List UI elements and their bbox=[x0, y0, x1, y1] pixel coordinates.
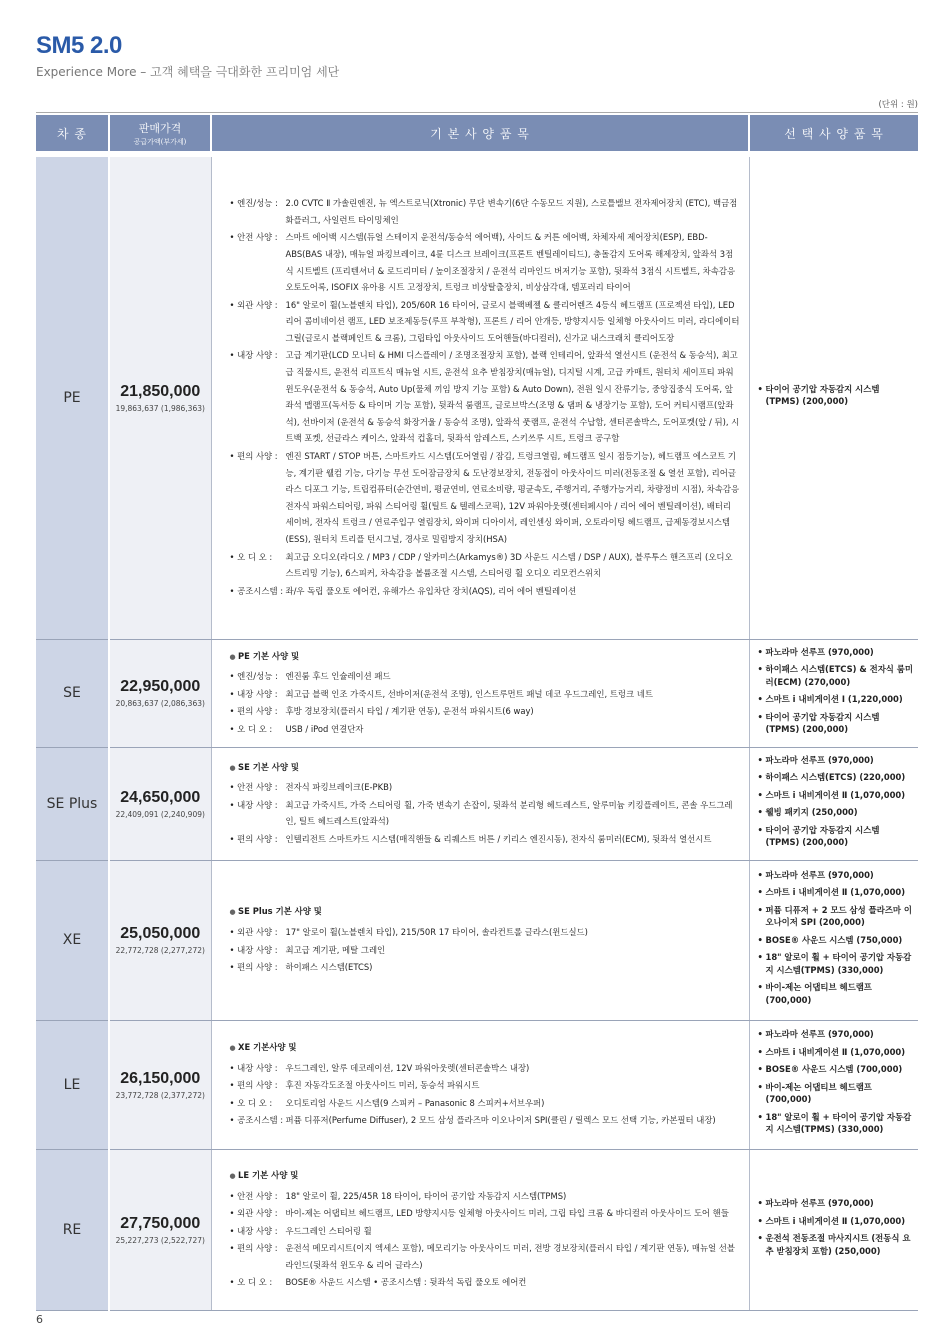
price-value: 27,750,000 bbox=[120, 1214, 201, 1232]
spec-item-label: • 안전 사양 : bbox=[230, 1188, 286, 1205]
spec-item-text: 엔진 START / STOP 버튼, 스마트카드 시스템(도어열림 / 잠김, 트렁크열림, 헤드램프 일시 점등기능), 헤드램프 에스코트 기능, 계기판 웰컴 기능, 다기능 무선 도어잠금장치 & 도난경보장치, 전동접이 아웃사이드 미러(전동조절 & 열선 포함), 리어글라스 디포그 기능, 트립컴퓨터(순간연비, 평균연비, 연료소비량, 평균속도, 주행거리, 주행가능거리, 차량정비 시점), 차속감응 전자식 파워스티어링, 파워 스티어링 휠(틸트 & 텔레스코픽), 12V 파워아웃렛(센터페시아 / 리어 에어 벤틸레이션), 배터리 세이버, 전자식 트렁크 / 연료주입구 열림장치, 와이퍼 디아이서, 레인센싱 와이퍼, 오토라이팅 헤드램프, 급제동경보시스템(ESS), 원터치 트리플 턴시그널, 경사로 밀림방지 장치(HSA) bbox=[285, 451, 740, 544]
spec-item bbox=[230, 1077, 741, 1094]
spec-item-label: • 편의 사양 : bbox=[230, 1077, 286, 1094]
spec-item bbox=[230, 1240, 741, 1273]
option-item: • 운전석 전동조절 마사지시트 (전동식 요추 받침장치 포함) (250,000) bbox=[758, 1232, 915, 1257]
model-cell: LE bbox=[36, 1020, 109, 1149]
price-value: 26,150,000 bbox=[120, 1069, 201, 1087]
spec-item bbox=[230, 1060, 741, 1077]
spec-item bbox=[230, 1188, 741, 1205]
spec-item bbox=[230, 942, 741, 959]
spec-item-text: 우드그레인 스티어링 휠 bbox=[285, 1225, 372, 1236]
spec-item-text: 16" 알로이 휠(노블렌치 타입), 205/60R 16 타이어, 글로시 블랙베젤 & 클리어렌즈 4등식 헤드램프 (프로젝션 타입), LED 리어 콤비네이션 램프, LED 보조제동등(루프 부착형), 프론트 / 리어 안개등, 방향지시등 일체형 아웃사이드 미러, 라디에이터 그릴(글로시 블랙페인트 & 크롬), 그립타입 아웃사이드 도어핸들(바디컬러), 신가교 내스크래치 클리어도장 bbox=[285, 299, 740, 343]
price-supply-value: 25,227,273 (2,522,727) bbox=[115, 1235, 205, 1245]
spec-item-text: 전자식 파킹브레이크(E-PKB) bbox=[285, 782, 393, 793]
spec-item-label: • 내장 사양 : bbox=[230, 1223, 286, 1240]
spec-item-label: • 오 디 오 : bbox=[230, 549, 286, 566]
option-item: • 파노라마 선루프 (970,000) bbox=[758, 1028, 915, 1041]
price-supply-value: 22,772,728 (2,277,272) bbox=[115, 946, 205, 955]
spec-item bbox=[230, 229, 741, 295]
spec-item bbox=[230, 779, 741, 796]
option-item: • 18" 알로이 휠 + 타이어 공기압 자동감지 시스템(TPMS) (330,000) bbox=[758, 951, 915, 976]
option-item: • 파노라마 선루프 (970,000) bbox=[758, 646, 915, 659]
spec-item-text: 운전석 메모리시트(이지 엑세스 포함), 메모리기능 아웃사이드 미러, 전방 경보장치(플러시 타입 / 계기판 연동), 매뉴얼 선블라인드(뒷좌석 윈도우 & 리어 글라스) bbox=[285, 1243, 735, 1270]
basic-spec-cell bbox=[211, 1149, 749, 1310]
spec-item bbox=[230, 1205, 741, 1222]
spec-item bbox=[230, 797, 741, 830]
option-item: • 하이패스 시스템(ETCS) (220,000) bbox=[758, 771, 915, 784]
spec-item-label: • 내장 사양 : bbox=[230, 797, 286, 814]
option-item: • 타이어 공기압 자동감지 시스템 (TPMS) (200,000) bbox=[758, 383, 915, 408]
spec-item-text: 최고급 가죽시트, 가죽 스티어링 휠, 가죽 변속기 손잡이, 뒷좌석 분리형 헤드레스트, 알루미늄 키킹플레이트, 콘솔 우드그레인, 틸트 헤드레스트(앞좌석) bbox=[285, 799, 733, 827]
option-spec-cell bbox=[749, 157, 918, 639]
table-row bbox=[36, 860, 918, 1020]
option-item: • 타이어 공기압 자동감지 시스템 (TPMS) (200,000) bbox=[758, 711, 915, 736]
price-cell bbox=[109, 1020, 211, 1149]
spec-item-label: • 편의 사양 : bbox=[230, 1240, 286, 1257]
price-supply-value: 23,772,728 (2,377,272) bbox=[115, 1090, 205, 1100]
option-item: • 웰빙 패키지 (250,000) bbox=[758, 806, 915, 819]
price-cell bbox=[109, 157, 211, 639]
spec-item bbox=[230, 549, 741, 582]
option-item: • 하이패스 시스템(ETCS) & 전자식 룸미러(ECM) (270,000) bbox=[758, 663, 915, 688]
page-number: 6 bbox=[36, 1313, 43, 1326]
option-item: • BOSE® 사운드 시스템 (700,000) bbox=[758, 1063, 915, 1076]
page-subtitle: Experience More – 고객 혜택을 극대화한 프리미엄 세단 bbox=[36, 65, 340, 79]
base-spec-note: ● SE 기본 사양 및 bbox=[230, 759, 741, 777]
model-cell: RE bbox=[36, 1149, 109, 1310]
spec-item-label: • 편의 사양 : bbox=[230, 703, 286, 720]
option-spec-cell bbox=[749, 1020, 918, 1149]
spec-item-text: BOSE® 사운드 시스템 • 공조시스템 : 뒷좌석 독립 풀오토 에어컨 bbox=[285, 1277, 527, 1288]
spec-item-text: 퍼퓸 디퓨저(Perfume Diffuser), 2 모드 삼성 플라즈마 이오나이저 SPI(클린 / 릴렉스 모드 선택 기능, 카본필터 내장) bbox=[285, 1115, 716, 1126]
price-cell bbox=[109, 747, 211, 860]
spec-item-text: 스마트 에어백 시스템(듀얼 스테이지 운전석/동승석 에어백), 사이드 & 커튼 에어백, 차체자세 제어장치(ESP), EBD-ABS(BAS 내장), 매뉴얼 파킹브레이크, 4륜 디스크 브레이크(프론트 벤틸레이티드), 충돌감지 도어록 해제장치, 앞좌석 3점식 시트벨트 (프리텐셔너 & 로드리미터 / 높이조절장치 / 운전석 리마인드 버저기능 포함), 뒷좌석 3점식 시트벨트, 차속감응 오토도어록, ISOFIX 유아용 시트 고정장치, 트렁크 비상탈출장치, 비상삼각대, 템포러리 타이어 bbox=[285, 232, 736, 293]
table-row bbox=[36, 157, 918, 639]
spec-item-label: • 엔진/성능 : bbox=[230, 668, 286, 685]
option-item: • 스마트 i 내비게이션 Ⅱ (1,070,000) bbox=[758, 1215, 915, 1228]
spec-item-label: • 편의 사양 : bbox=[230, 448, 286, 465]
spec-item-label: • 내장 사양 : bbox=[230, 942, 286, 959]
table-row bbox=[36, 639, 918, 747]
spec-item bbox=[230, 347, 741, 447]
price-cell bbox=[109, 639, 211, 747]
spec-item-label: • 오 디 오 : bbox=[230, 1095, 286, 1112]
spec-item bbox=[230, 583, 741, 600]
price-value: 22,950,000 bbox=[120, 678, 201, 695]
model-cell: SE bbox=[36, 639, 109, 747]
spec-item bbox=[230, 1095, 741, 1112]
option-item: • 스마트 i 내비게이션 Ⅱ (1,070,000) bbox=[758, 1046, 915, 1059]
option-item: • 타이어 공기압 자동감지 시스템 (TPMS) (200,000) bbox=[758, 824, 915, 849]
option-item: • BOSE® 사운드 시스템 (750,000) bbox=[758, 934, 915, 947]
option-item: • 퍼퓸 디퓨저 + 2 모드 삼성 플라즈마 이오나이저 SPI (200,000) bbox=[758, 904, 915, 929]
spec-table bbox=[36, 115, 918, 1311]
option-spec-cell bbox=[749, 747, 918, 860]
option-item: • 스마트 i 내비게이션 Ⅱ (1,070,000) bbox=[758, 886, 915, 899]
spec-item-label: • 안전 사양 : bbox=[230, 779, 286, 796]
spec-item-text: USB / iPod 연결단자 bbox=[285, 723, 364, 734]
option-spec-cell bbox=[749, 860, 918, 1020]
basic-spec-cell bbox=[211, 1020, 749, 1149]
basic-spec-cell bbox=[211, 157, 749, 639]
spec-item-text: 최고급 계기판, 메탈 그레인 bbox=[285, 944, 386, 955]
price-supply-value: 22,409,091 (2,240,909) bbox=[115, 809, 205, 819]
base-spec-note: ● SE Plus 기본 사양 및 bbox=[230, 903, 741, 921]
spec-item-label: • 편의 사양 : bbox=[230, 831, 286, 848]
option-item: • 스마트 i 내비게이션 Ⅰ (1,220,000) bbox=[758, 693, 915, 706]
option-item: • 파노라마 선루프 (970,000) bbox=[758, 1197, 915, 1210]
spec-item-text: 하이패스 시스템(ETCS) bbox=[285, 962, 373, 973]
spec-table-body bbox=[36, 151, 918, 1310]
spec-item-text: 17" 알로이 휠(노블렌치 타입), 215/50R 17 타이어, 솔라컨트롤 글라스(윈드실드) bbox=[285, 926, 588, 937]
col-header-model: 차 종 bbox=[36, 115, 109, 151]
table-row bbox=[36, 1149, 918, 1310]
option-item: • 스마트 i 내비게이션 Ⅱ (1,070,000) bbox=[758, 789, 915, 802]
spec-item-label: • 공조시스템 : bbox=[230, 1112, 286, 1129]
spec-item bbox=[230, 959, 741, 976]
base-spec-note: ● LE 기본 사양 및 bbox=[230, 1167, 741, 1185]
model-cell: PE bbox=[36, 157, 109, 639]
spec-item bbox=[230, 1274, 741, 1291]
base-spec-note: ● XE 기본사양 및 bbox=[230, 1039, 741, 1057]
option-spec-cell bbox=[749, 1149, 918, 1310]
col-header-price-sub: 공급가액(부가세) bbox=[133, 137, 187, 146]
base-spec-note: ● PE 기본 사양 및 bbox=[230, 648, 741, 666]
spec-item-text: 후방 경보장치(플러시 타입 / 계기판 연동), 운전석 파워시트(6 way) bbox=[285, 706, 534, 717]
spec-item bbox=[230, 448, 741, 548]
price-value: 24,650,000 bbox=[120, 788, 201, 806]
col-header-price-label: 판매가격 bbox=[138, 121, 182, 135]
spec-item-text: 우드그레인, 알루 데코레이션, 12V 파워아웃렛(센터콘솔박스 내장) bbox=[285, 1062, 530, 1073]
spec-item-label: • 외관 사양 : bbox=[230, 297, 286, 314]
spec-item bbox=[230, 668, 741, 685]
price-cell bbox=[109, 1149, 211, 1310]
price-supply-value: 19,863,637 (1,986,363) bbox=[115, 403, 205, 413]
option-spec-cell bbox=[749, 639, 918, 747]
spec-item-text: 좌/우 독립 풀오토 에어컨, 유해가스 유입차단 장치(AQS), 리어 에어 벤틸레이션 bbox=[285, 585, 577, 596]
table-row bbox=[36, 1020, 918, 1149]
col-header-price bbox=[109, 115, 211, 151]
option-item: • 바이-제논 어댑티브 헤드램프 (700,000) bbox=[758, 981, 915, 1006]
spec-item bbox=[230, 721, 741, 738]
spec-item-text: 18" 알로이 휠, 225/45R 18 타이어, 타이어 공기압 자동감지 시스템(TPMS) bbox=[285, 1190, 567, 1201]
spec-item-label: • 내장 사양 : bbox=[230, 686, 286, 703]
price-value: 21,850,000 bbox=[120, 382, 201, 400]
spec-item-text: 고급 계기판(LCD 모니터 & HMI 디스플레이 / 조명조절장치 포함), 블랙 인테리어, 앞좌석 열선시트 (운전석 & 동승석), 최고급 직물시트, 운전석 리프트식 매뉴얼 시트, 운전석 요추 받침장치(매뉴얼), 디지털 시계, 고급 카매트, 원터치 세이프티 파워윈도우(운전석 & 동승석, Auto Up(물체 끼임 방지 기능 포함) & Auto Down), 전원 일시 잔류기능, 중앙집중식 도어록, 앞좌석 맵램프(독서등 & 타이머 기능 포함), 뒷좌석 룸램프, 글로브박스(조명 & 댐퍼 & 냉장기능 포함), 도어 커티시램프(앞좌석), 선바이저 (운전석 & 동승석 화장거울 / 동승석 조명), 앞좌석 풋램프, 운전석 수납함, 센터콘솔박스, 도어포켓(앞 / 뒤), 시트백 포켓, 선글라스 케이스, 앞좌석 컵홀더, 뒷좌석 암레스트, 스키쓰루 시트, 트렁크 공구함 bbox=[285, 350, 740, 444]
spec-item-label: • 편의 사양 : bbox=[230, 959, 286, 976]
spec-item-label: • 안전 사양 : bbox=[230, 229, 286, 246]
spec-item bbox=[230, 297, 741, 347]
spec-item-label: • 공조시스템 : bbox=[230, 583, 286, 600]
spec-item-text: 후진 자동각도조절 아웃사이드 미러, 동승석 파워시트 bbox=[285, 1080, 480, 1091]
price-cell bbox=[109, 860, 211, 1020]
spec-item-text: 인텔리전트 스마트카드 시스템(매직핸들 & 리퀘스트 버튼 / 키리스 엔진시동), 전자식 룸미러(ECM), 뒷좌석 열선시트 bbox=[285, 833, 712, 844]
spec-item bbox=[230, 195, 741, 228]
spec-item bbox=[230, 1112, 741, 1129]
table-row bbox=[36, 747, 918, 860]
spec-item-label: • 외관 사양 : bbox=[230, 924, 286, 941]
price-value: 25,050,000 bbox=[120, 925, 201, 942]
spec-item-text: 엔진룸 후드 인슐레이션 패드 bbox=[285, 671, 391, 682]
basic-spec-cell bbox=[211, 747, 749, 860]
spec-item-label: • 내장 사양 : bbox=[230, 1060, 286, 1077]
top-rule bbox=[36, 112, 918, 113]
basic-spec-cell bbox=[211, 639, 749, 747]
spec-item-label: • 외관 사양 : bbox=[230, 1205, 286, 1222]
spec-item-label: • 오 디 오 : bbox=[230, 1274, 286, 1291]
option-item: • 파노라마 선루프 (970,000) bbox=[758, 754, 915, 767]
spec-item bbox=[230, 1223, 741, 1240]
spec-item-text: 최고급 오디오(라디오 / MP3 / CDP / 알카미스(Arkamys®) 3D 사운드 시스템 / DSP / AUX), 블루투스 핸즈프리 (오디오 스트리밍 기능), 6스피커, 차속감응 볼륨조절 시스템, 스티어링 휠 오디오 리모컨스위치 bbox=[285, 551, 733, 579]
spec-item bbox=[230, 924, 741, 941]
col-header-basic: 기 본 사 양 품 목 bbox=[211, 115, 749, 151]
spec-item bbox=[230, 703, 741, 720]
page-title: SM5 2.0 bbox=[36, 32, 122, 59]
option-item: • 18" 알로이 휠 + 타이어 공기압 자동감지 시스템(TPMS) (330,000) bbox=[758, 1111, 915, 1136]
price-supply-value: 20,863,637 (2,086,363) bbox=[115, 699, 205, 708]
col-header-option: 선 택 사 양 품 목 bbox=[749, 115, 918, 151]
spec-item-label: • 내장 사양 : bbox=[230, 347, 286, 364]
spec-item-text: 2.0 CVTC Ⅱ 가솔린엔진, 뉴 엑스트로닉(Xtronic) 무단 변속기(6단 수동모드 지원), 스로틀밸브 전자제어장치 (ETC), 백금점화플러그, 사일런트 타이밍체인 bbox=[285, 198, 738, 225]
spec-item-text: 최고급 블랙 인조 가죽시트, 선바이저(운전석 조명), 인스트루먼트 패널 데코 우드그레인, 트렁크 네트 bbox=[285, 688, 653, 699]
spec-item-text: 바이-제논 어댑티브 헤드램프, LED 방향지시등 일체형 아웃사이드 미러, 그립 타입 크롬 & 바디컬러 아웃사이드 도어 핸들 bbox=[285, 1208, 729, 1219]
model-cell: SE Plus bbox=[36, 747, 109, 860]
spec-item-label: • 엔진/성능 : bbox=[230, 195, 286, 212]
basic-spec-cell bbox=[211, 860, 749, 1020]
option-item: • 파노라마 선루프 (970,000) bbox=[758, 869, 915, 882]
spec-item-text: 오디토리엄 사운드 시스템(9 스피커 – Panasonic 8 스피커+서브우퍼) bbox=[285, 1097, 545, 1108]
option-item: • 바이-제논 어댑티브 헤드램프 (700,000) bbox=[758, 1081, 915, 1106]
spec-item-label: • 오 디 오 : bbox=[230, 721, 286, 738]
spec-item bbox=[230, 831, 741, 848]
unit-note: (단위 : 원) bbox=[878, 100, 918, 110]
spec-item bbox=[230, 686, 741, 703]
model-cell: XE bbox=[36, 860, 109, 1020]
